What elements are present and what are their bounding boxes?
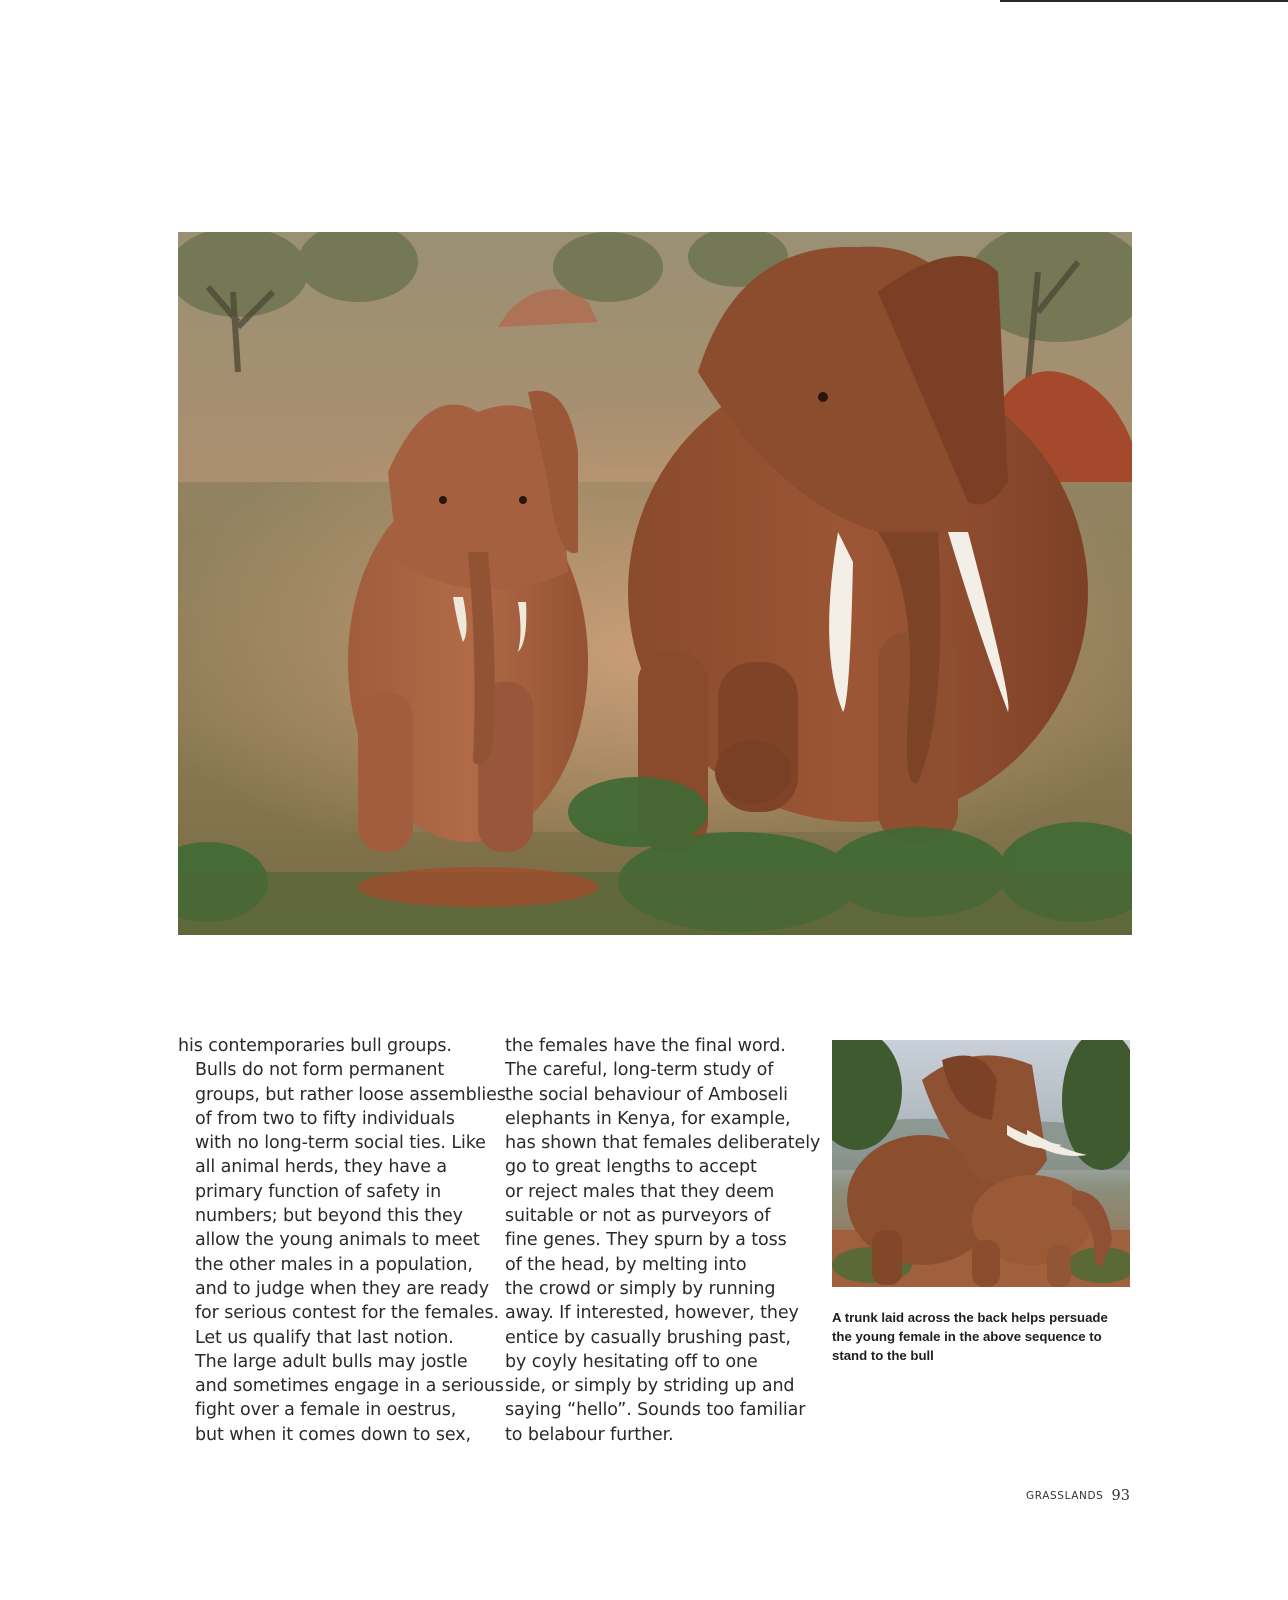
text-line: of the head, by melting into [505, 1254, 747, 1275]
paragraph [178, 1058, 506, 1325]
main-photo-image [178, 232, 1132, 935]
text-line: and to judge when they are ready [195, 1278, 490, 1299]
text-line: Bulls do not form permanent [195, 1060, 445, 1081]
text-line: primary function of safety in [195, 1181, 442, 1202]
caption-line: stand to the bull [832, 1348, 934, 1363]
text-line: to belabour further. [505, 1424, 674, 1445]
text-line: the females have the final word. [505, 1036, 786, 1056]
section-name: GRASSLANDS [1026, 1490, 1104, 1502]
text-line: suitable or not as purveyors of [505, 1206, 771, 1227]
text-line: fine genes. They spurn by a toss [505, 1230, 787, 1251]
text-line: but when it comes down to sex, [195, 1424, 471, 1445]
text-line: his contemporaries bull groups. [178, 1036, 452, 1056]
text-line: fight over a female in oestrus, [195, 1400, 457, 1421]
photo-caption [832, 1308, 1132, 1365]
paragraph [505, 1034, 825, 1447]
text-line: The careful, long-term study of [505, 1060, 774, 1081]
paragraph [178, 1034, 498, 1058]
text-line: entice by casually brushing past, [505, 1327, 791, 1348]
inset-photo-image [832, 1040, 1130, 1287]
text-line: by coyly hesitating off to one [505, 1351, 758, 1372]
text-line: has shown that females deliberately [505, 1133, 821, 1154]
text-line: allow the young animals to meet [195, 1230, 480, 1251]
caption-line: the young female in the above sequence to [832, 1329, 1102, 1344]
text-line: the crowd or simply by running [505, 1278, 776, 1299]
text-line: The large adult bulls may jostle [195, 1351, 468, 1372]
text-line: of from two to fifty individuals [195, 1108, 455, 1129]
text-line: elephants in Kenya, for example, [505, 1108, 791, 1129]
main-photo [178, 232, 1132, 935]
text-line: the other males in a population, [195, 1254, 473, 1275]
header-rule [1000, 0, 1288, 2]
text-line: the social behaviour of Amboseli [505, 1084, 788, 1105]
paragraph [178, 1326, 504, 1447]
text-line: numbers; but beyond this they [195, 1206, 463, 1227]
text-line: all animal herds, they have a [195, 1157, 447, 1178]
text-line: or reject males that they deem [505, 1181, 775, 1202]
body-column-2 [505, 1034, 825, 1447]
page-footer [1026, 1485, 1130, 1504]
body-column-1 [178, 1034, 506, 1447]
text-line: go to great lengths to accept [505, 1157, 757, 1178]
text-line: with no long-term social ties. Like [195, 1133, 486, 1154]
text-line: saying “hello”. Sounds too familiar [505, 1400, 806, 1421]
text-line: and sometimes engage in a serious [195, 1376, 504, 1397]
text-line: Let us qualify that last notion. [195, 1327, 454, 1348]
text-line: away. If interested, however, they [505, 1303, 799, 1324]
text-line: side, or simply by striding up and [505, 1376, 795, 1397]
text-line: for serious contest for the females. [195, 1303, 499, 1324]
caption-line: A trunk laid across the back helps persuade [832, 1310, 1108, 1325]
inset-photo [832, 1040, 1130, 1287]
text-line: groups, but rather loose assemblies [195, 1084, 506, 1105]
page-number: 93 [1111, 1488, 1130, 1504]
